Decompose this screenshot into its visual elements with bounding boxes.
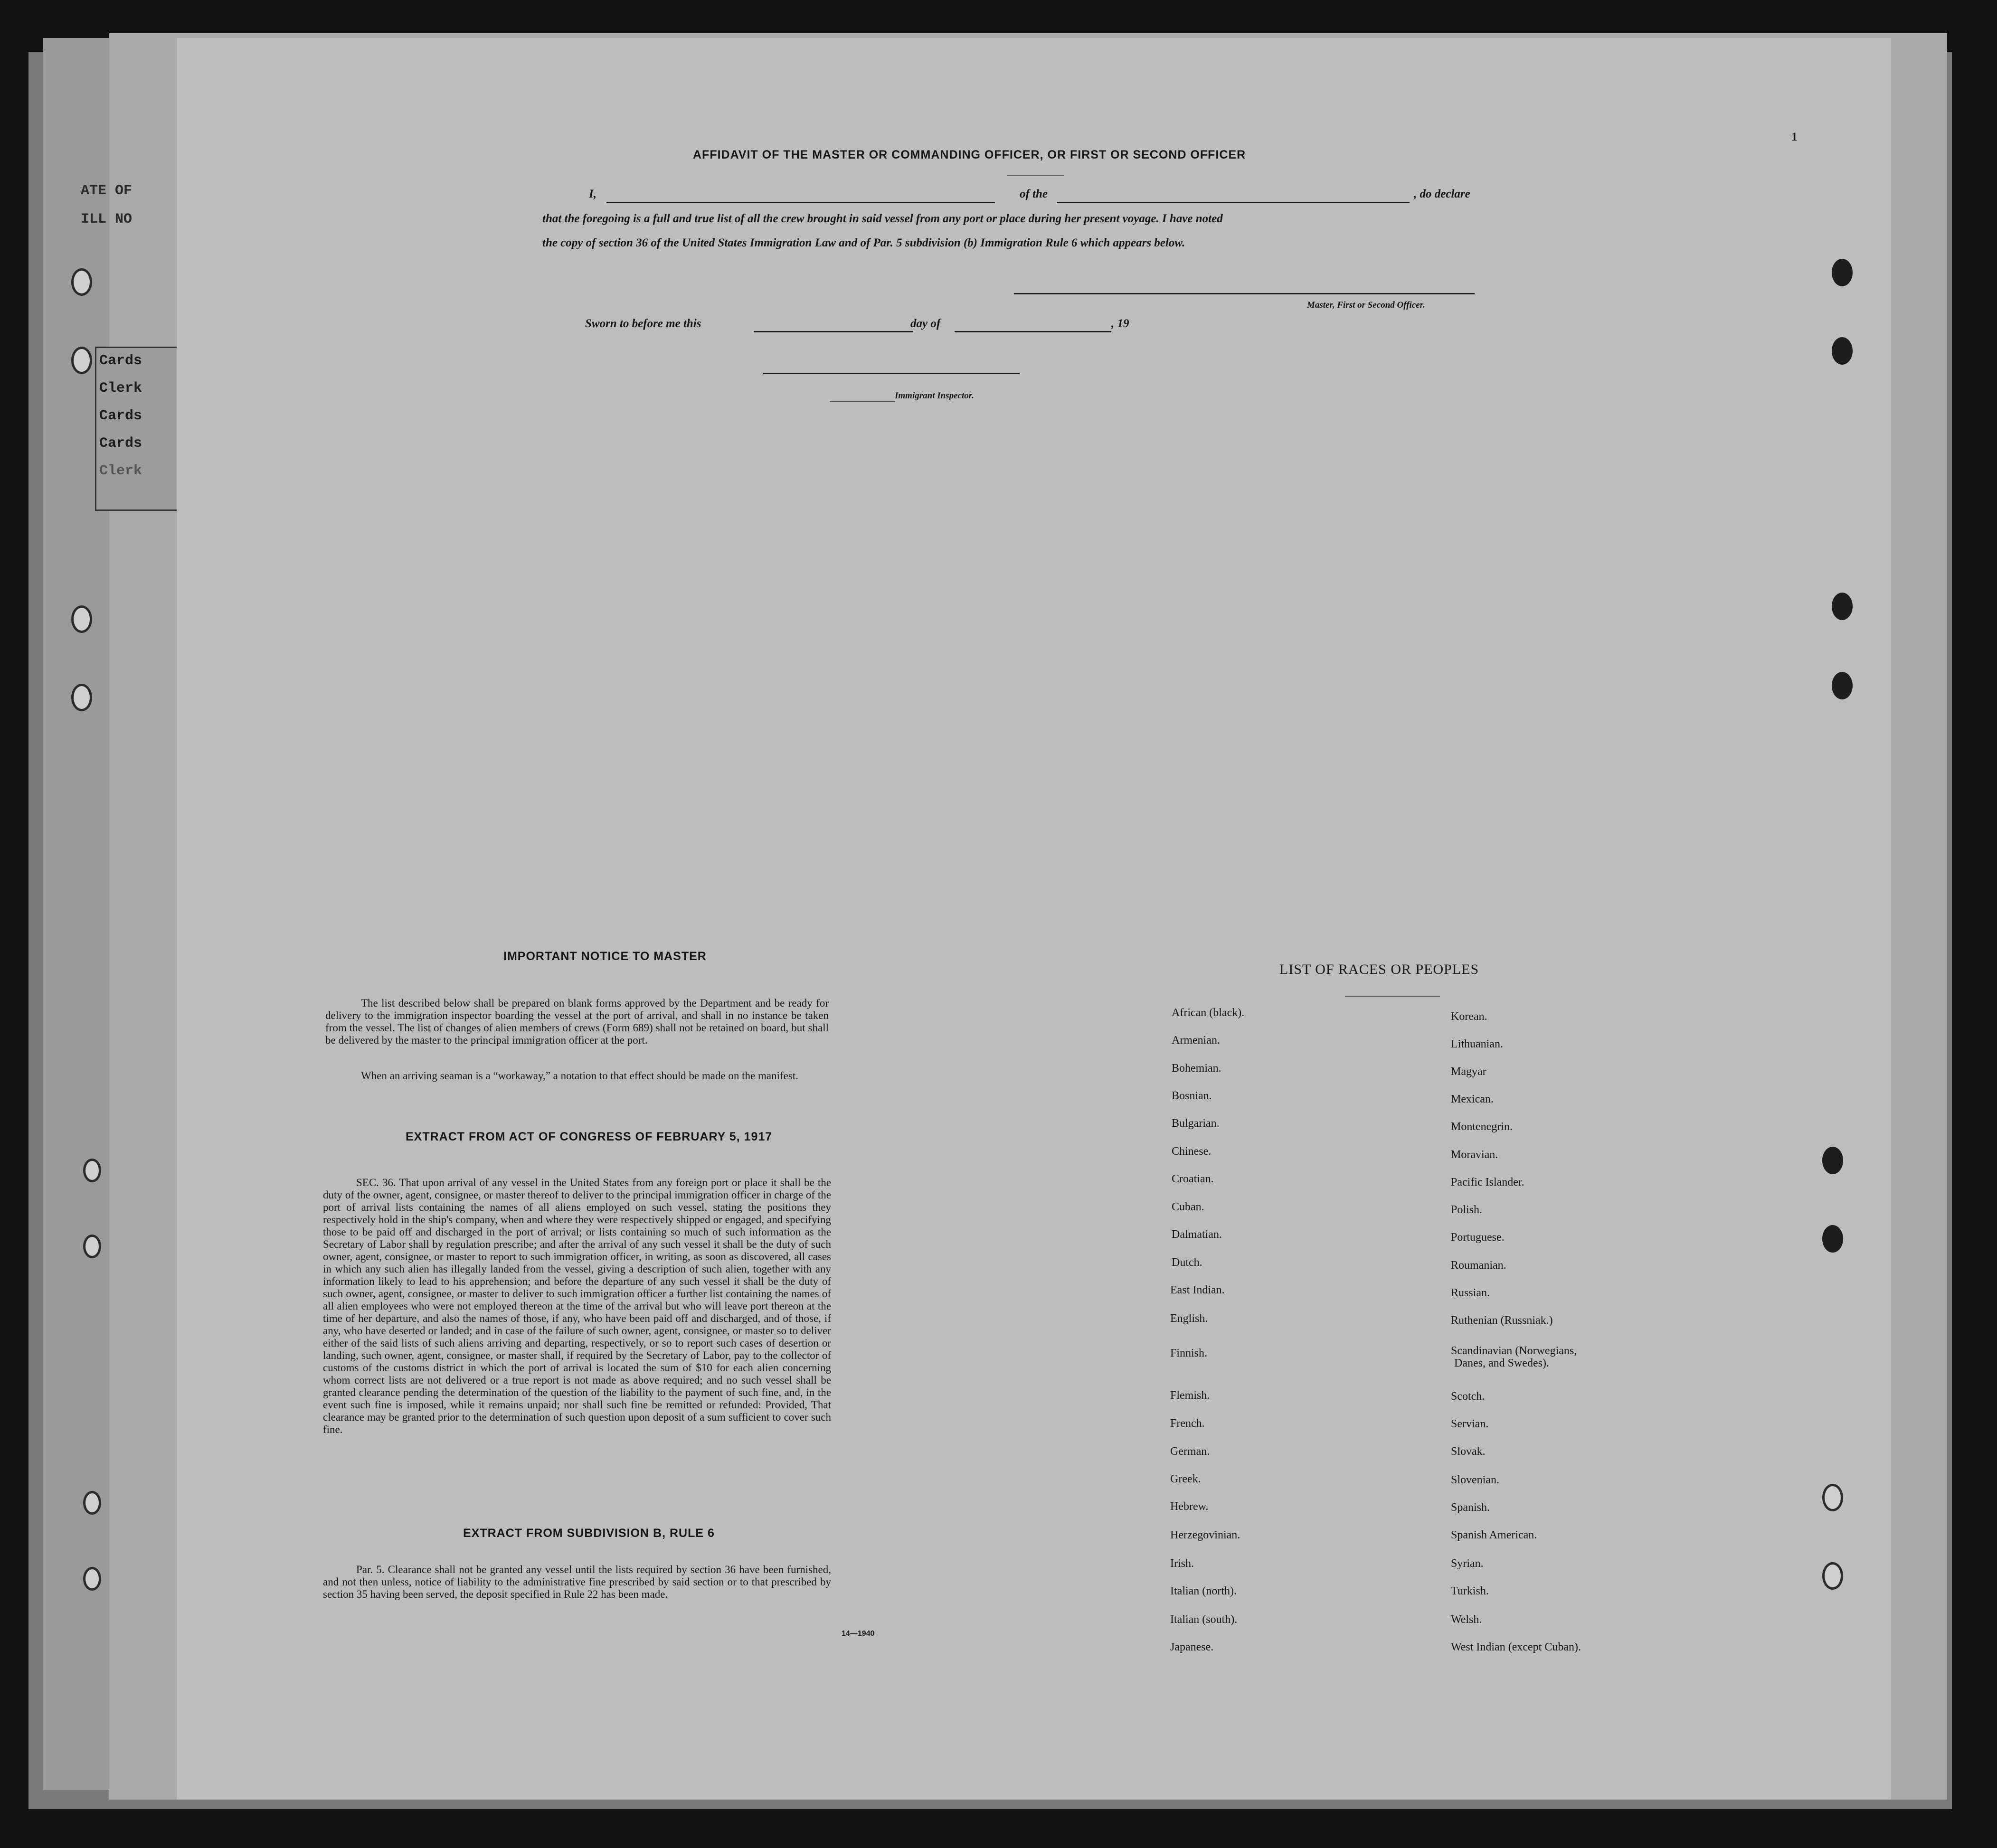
cards-box-line: Cards: [99, 435, 142, 452]
binder-hole: [1832, 337, 1853, 365]
binder-hole: [83, 1567, 101, 1591]
race-item: Korean.: [1451, 1010, 1487, 1023]
binder-hole: [71, 347, 92, 374]
race-item: Chinese.: [1172, 1145, 1211, 1158]
race-item: Servian.: [1451, 1418, 1489, 1430]
race-item: Moravian.: [1451, 1149, 1498, 1161]
sworn-prefix: Sworn to before me this: [585, 317, 701, 330]
race-item: Danes, and Swedes).: [1454, 1357, 1549, 1369]
binder-hole: [1832, 259, 1853, 286]
race-item: Flemish.: [1170, 1389, 1210, 1402]
race-item: Italian (south).: [1170, 1613, 1238, 1626]
affidavit-line2: that the foregoing is a full and true list of all the crew brought in said vessel from any port or place during her present voyage. I have noted: [542, 212, 1223, 225]
race-item: Portuguese.: [1451, 1231, 1505, 1244]
act-title: EXTRACT FROM ACT OF CONGRESS OF FEBRUARY 5, 1917: [406, 1130, 773, 1143]
divider: [1007, 175, 1064, 176]
race-item: Cuban.: [1172, 1201, 1204, 1213]
race-item: Magyar: [1451, 1065, 1486, 1078]
race-item: Lithuanian.: [1451, 1038, 1503, 1050]
race-item: Bulgarian.: [1172, 1117, 1220, 1130]
race-item: Mexican.: [1451, 1093, 1494, 1105]
cards-box-line: Cards: [99, 353, 142, 369]
divider: [1345, 996, 1440, 997]
binder-hole: [1832, 672, 1853, 699]
cards-box-line: Cards: [99, 408, 142, 424]
race-item: English.: [1170, 1312, 1208, 1325]
binder-hole: [71, 268, 92, 296]
act-text: SEC. 36. That upon arrival of any vessel in the United States from any foreign port or place it shall be the duty of the owner, agent, consignee, or master thereof to deliver to the principal immigration officer in charge of the port of arrival lists containing the names of all aliens employed on such vessel, stating the positions they respectively hold in the ship's company, when and where they were respectively shipped or engaged, and specifying those to be paid off and discharged in the port of arrival; or lists containing so much of such information as the Secretary of Labor shall by regulation prescribe; and after the arrival of any such vessel it shall be the duty of such owner, agent, consignee, or master to report to such immigration officer, in writing, as soon as discovered, all cases in which any such alien has illegally landed from the vessel, giving a description of such alien, together with any information likely to lead to his apprehension; and before the departure of any such vessel it shall be the duty of such owner, agent, consignee, or master to deliver to such immigration officer a further list containing the names of all alien employees who were not employed thereon at the time of the arrival but who will leave port thereon at the time of her departure, and also the names of those, if any, who have been paid off and discharged, and of those, if any, who have deserted or landed; and in case of the failure of such owner, agent, consignee, or master so to deliver either of the said lists of such aliens arriving and departing, respectively, or so to report such cases of desertion or landing, such owner, agent, consignee, or master shall, if required by the Secretary of Labor, pay to the collector of customs of the customs district in which the port of arrival is located the sum of $10 for each alien concerning whom correct lists are not delivered or a true report is not made as above required; and no such vessel shall be granted clearance pending the determination of the question of the liability to the payment of such fine, and, in the event such fine is imposed, while it remains unpaid; nor shall such fine be remitted or refunded: Provided, That clearance may be granted prior to the determination of such question upon deposit of a sum sufficient to cover such fine.: [323, 1177, 831, 1435]
race-item: Welsh.: [1451, 1613, 1482, 1626]
race-item: Armenian.: [1172, 1034, 1220, 1047]
race-item: Dalmatian.: [1172, 1228, 1222, 1241]
race-item: Irish.: [1170, 1557, 1194, 1570]
sworn-day-of: day of: [910, 317, 941, 330]
binder-hole: [1822, 1484, 1843, 1511]
race-item: Bohemian.: [1172, 1062, 1221, 1075]
form-number: 14—1940: [842, 1630, 875, 1638]
race-item: Italian (north).: [1170, 1585, 1237, 1597]
races-title: LIST OF RACES OR PEOPLES: [1279, 962, 1479, 977]
race-item: Montenegrin.: [1451, 1121, 1513, 1133]
notice-title: IMPORTANT NOTICE TO MASTER: [503, 950, 707, 963]
vessel-blank: [1057, 202, 1410, 203]
inspector-signature-line: [763, 373, 1020, 374]
notice-para1: The list described below shall be prepared on blank forms approved by the Department and be ready for delivery to the immigration inspector boarding the vessel at the port of arrival, and shall in no instance be taken from the vessel. The list of changes of alien members of crews (Form 689) shall not be retained on board, but shall be delivered by the master to the principal immigration officer at the port.: [325, 997, 829, 1046]
binder-hole: [1832, 593, 1853, 620]
race-item: East Indian.: [1170, 1284, 1225, 1296]
race-item: Scandinavian (Norwegians,: [1451, 1345, 1577, 1357]
race-item: Japanese.: [1170, 1641, 1214, 1653]
race-item: Hebrew.: [1170, 1500, 1209, 1513]
affidavit-title: AFFIDAVIT OF THE MASTER OR COMMANDING OFFICER, OR FIRST OR SECOND OFFICER: [693, 148, 1246, 161]
race-item: German.: [1170, 1445, 1210, 1458]
under-header-line: ILL NO: [81, 211, 133, 227]
binder-hole: [1822, 1225, 1843, 1253]
race-item: Scotch.: [1451, 1390, 1485, 1403]
binder-hole: [83, 1159, 101, 1182]
cards-box-line: Clerk: [99, 463, 142, 479]
race-item: Slovak.: [1451, 1445, 1486, 1458]
race-item: Greek.: [1170, 1473, 1201, 1485]
binder-hole: [1822, 1562, 1843, 1590]
notice-para2: When an arriving seaman is a “workaway,” a notation to that effect should be made on the manifest.: [361, 1070, 798, 1082]
manifest-page: [177, 38, 1891, 1800]
race-item: Turkish.: [1451, 1585, 1489, 1597]
race-item: Bosnian.: [1172, 1090, 1212, 1102]
race-item: West Indian (except Cuban).: [1451, 1641, 1581, 1653]
cards-box-line: Clerk: [99, 380, 142, 396]
cards-box: [95, 347, 179, 511]
race-item: Pacific Islander.: [1451, 1176, 1524, 1188]
page-mark: 1: [1791, 131, 1798, 143]
affidavit-declare: , do declare: [1414, 188, 1470, 200]
race-item: Roumanian.: [1451, 1259, 1506, 1272]
race-item: Russian.: [1451, 1287, 1490, 1299]
sworn-year: , 19: [1111, 317, 1129, 330]
race-item: Dutch.: [1172, 1256, 1202, 1269]
race-item: Finnish.: [1170, 1347, 1208, 1359]
binder-hole: [71, 684, 92, 711]
affidavit-of-the: of the: [1020, 188, 1048, 200]
binder-hole: [71, 605, 92, 633]
race-item: French.: [1170, 1417, 1205, 1430]
binder-hole: [1822, 1147, 1843, 1174]
race-item: Croatian.: [1172, 1173, 1214, 1185]
binder-hole: [83, 1235, 101, 1258]
affidavit-i: I,: [589, 188, 596, 200]
under-header-line: ATE OF: [81, 183, 133, 199]
race-item: Herzegovinian.: [1170, 1529, 1240, 1541]
race-item: Syrian.: [1451, 1557, 1484, 1570]
master-signature-line: [1014, 293, 1475, 294]
race-item: Polish.: [1451, 1204, 1483, 1216]
inspector-label: Immigrant Inspector.: [895, 391, 974, 401]
inspector-short-rule: [830, 401, 895, 402]
race-item: Slovenian.: [1451, 1474, 1499, 1486]
affidavit-line3: the copy of section 36 of the United States Immigration Law and of Par. 5 subdivision (b) Immigration Rule 6 which appears below.: [542, 236, 1185, 249]
sworn-date-blank: [754, 331, 913, 332]
sworn-month-blank: [955, 331, 1111, 332]
rule-text: Par. 5. Clearance shall not be granted any vessel until the lists required by section 36 have been furnished, and not then unless, notice of liability to the administrative fine prescribed by said section or to that prescribed by section 35 having been served, the deposit specified in Rule 22 has been made.: [323, 1564, 831, 1600]
race-item: African (black).: [1172, 1007, 1245, 1019]
rule-title: EXTRACT FROM SUBDIVISION B, RULE 6: [463, 1527, 715, 1540]
race-item: Ruthenian (Russniak.): [1451, 1314, 1553, 1327]
name-blank: [606, 202, 995, 203]
race-item: Spanish.: [1451, 1501, 1490, 1514]
binder-hole: [83, 1491, 101, 1515]
master-label: Master, First or Second Officer.: [1307, 300, 1425, 310]
race-item: Spanish American.: [1451, 1529, 1537, 1541]
